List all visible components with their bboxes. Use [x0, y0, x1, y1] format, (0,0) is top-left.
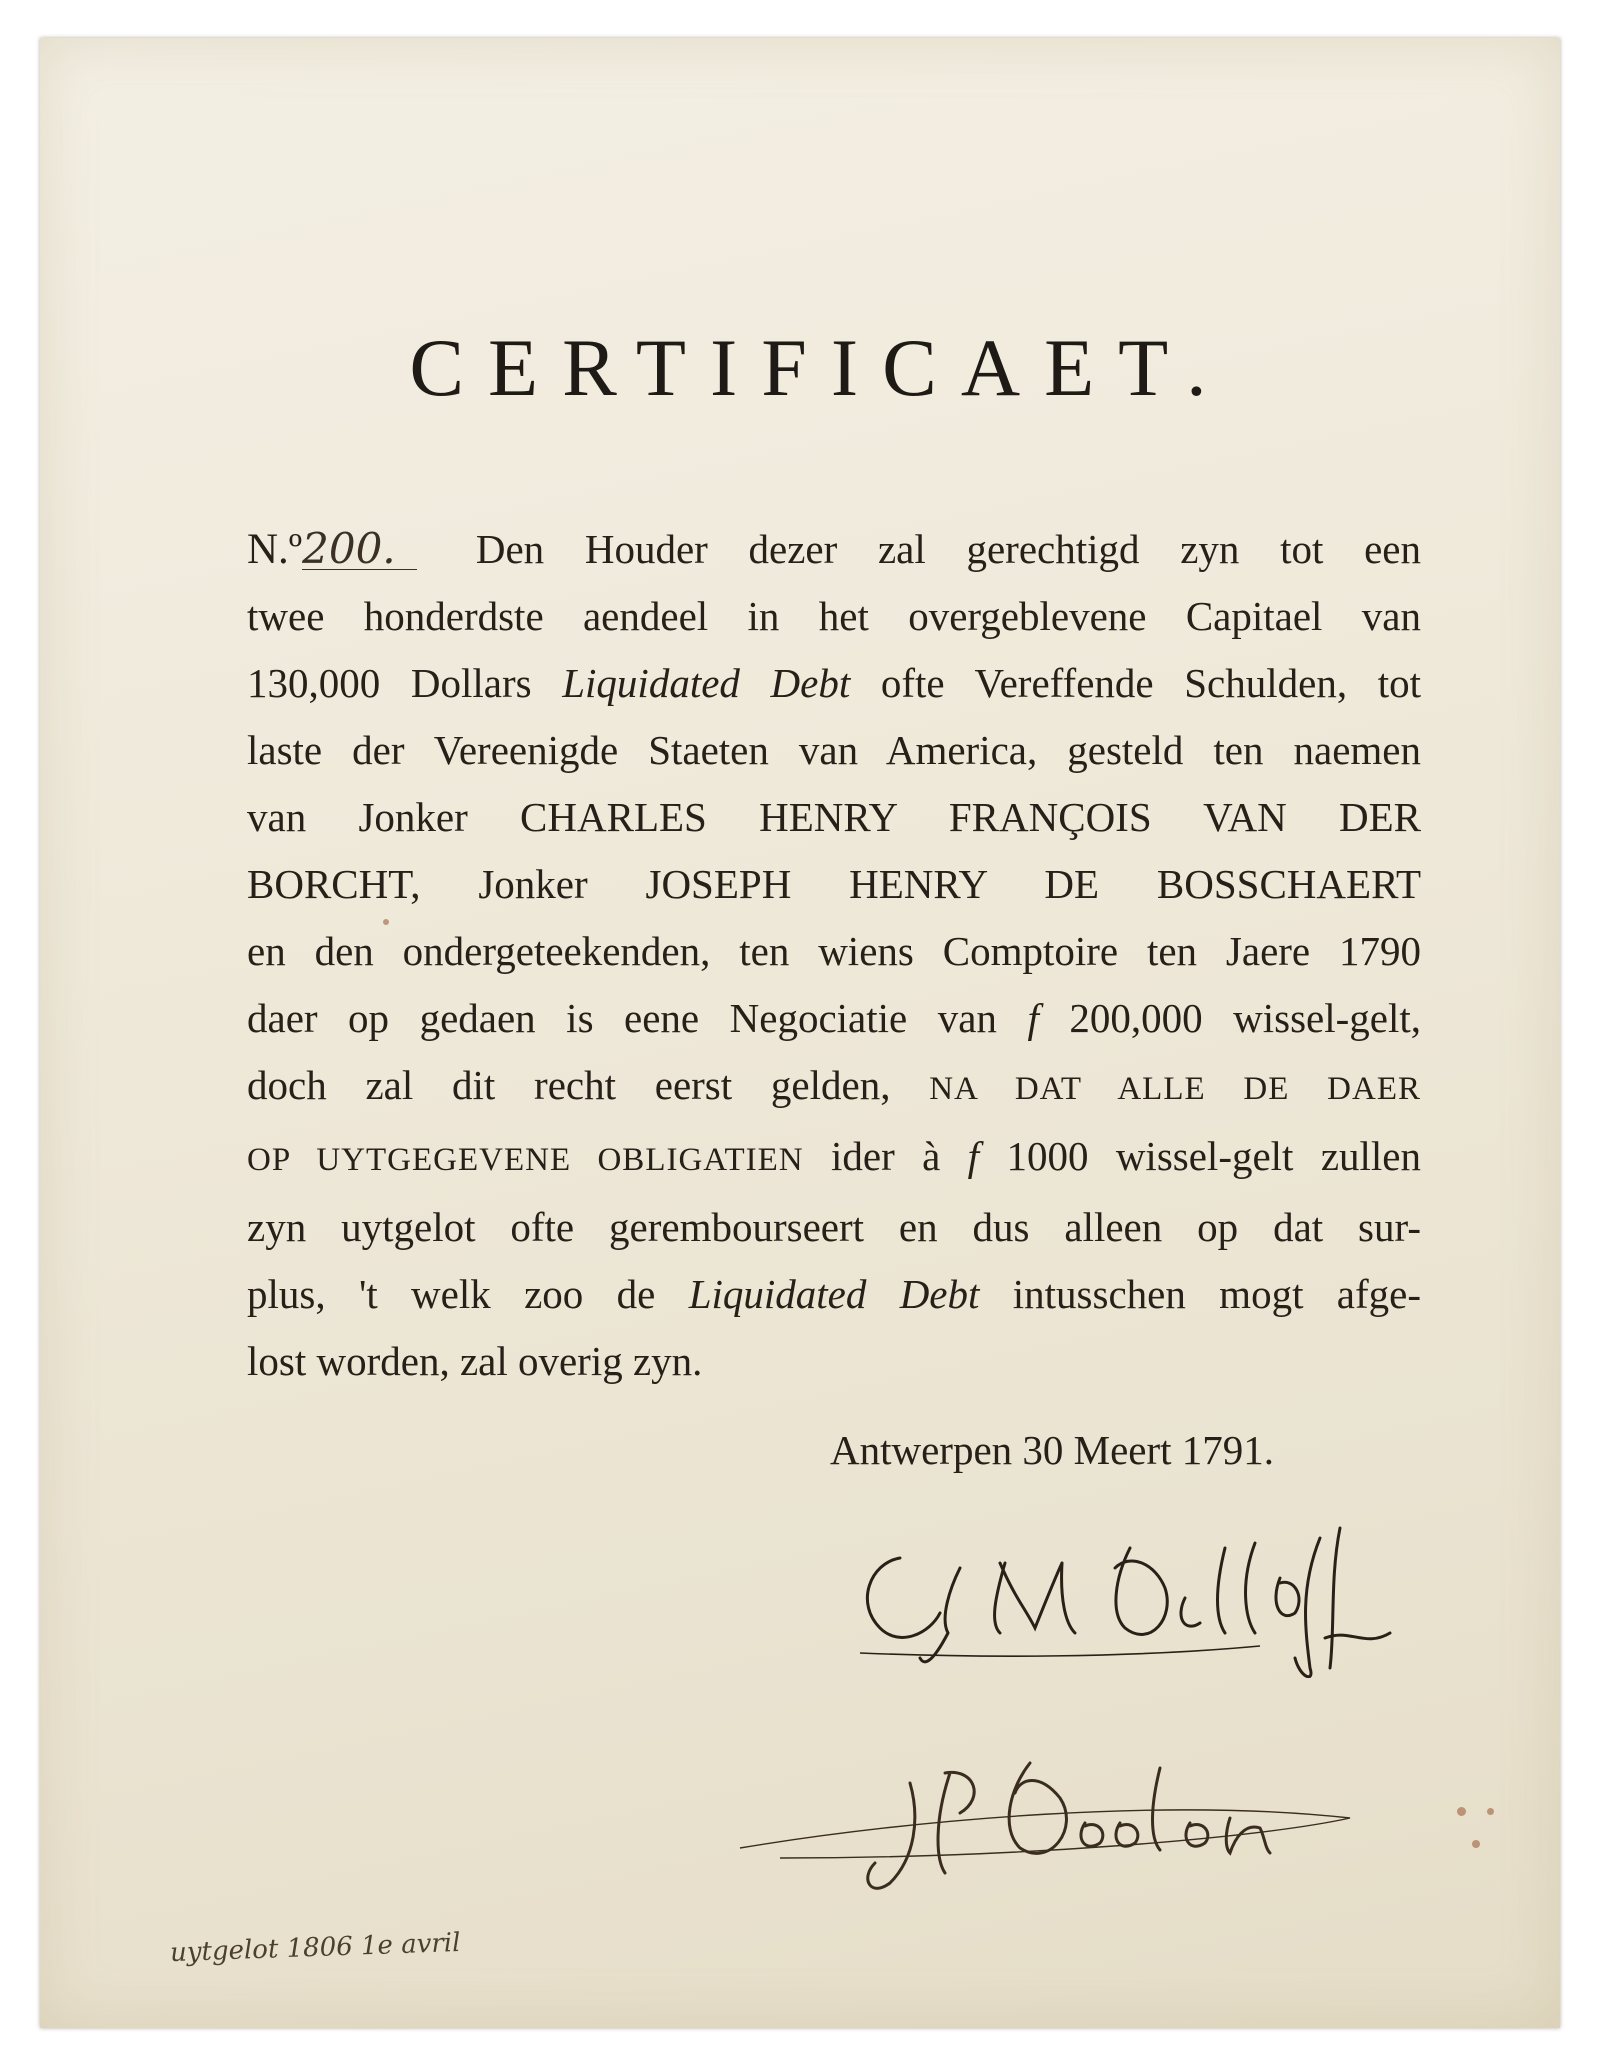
body-line-3 [247, 650, 1421, 717]
place-date: Antwerpen 30 Meert 1791. [830, 1427, 1275, 1473]
body-segment: 1000 wissel-gelt zullen [979, 1133, 1421, 1179]
body-segment: laste der Vereenigde Staeten van America, gesteld ten naemen [247, 727, 1421, 773]
document-title: CERTIFICAET. [409, 322, 1231, 413]
foxing-stain [1457, 1807, 1466, 1816]
body-line-7 [247, 918, 1421, 985]
body-segment: BORCHT, Jonker JOSEPH HENRY DE BOSSCHAERT [247, 861, 1421, 907]
body-segment: 130,000 Dollars [247, 660, 563, 706]
handwritten-number: 200. [302, 529, 417, 570]
number-prefix: N.º [247, 526, 303, 573]
body-segment: en den ondergeteekenden, ten wiens Comptoire ten Jaere 1790 [247, 928, 1421, 974]
body-segment: ider à [803, 1133, 968, 1179]
body-segment: van Jonker CHARLES HENRY FRANÇOIS VAN DER [247, 794, 1421, 840]
signature-deelen [720, 1728, 1370, 1908]
body-line-12 [247, 1261, 1421, 1328]
body-line-1 [247, 516, 1421, 583]
body-segment: f [967, 1133, 980, 1179]
foxing-stain [1472, 1840, 1480, 1848]
body-segment: Liquidated Debt [688, 1271, 980, 1317]
body-line-4 [247, 717, 1421, 784]
body-line-11 [247, 1194, 1421, 1261]
body-segment: plus, 't welk zoo de [247, 1271, 689, 1317]
certificate-paper [40, 38, 1560, 2028]
body-segment: f [1027, 995, 1039, 1041]
body-line-13 [247, 1328, 1421, 1395]
body-segment: daer op gedaen is eene Negociatie van [247, 995, 1028, 1041]
body-segment: NA DAT ALLE DE DAER [929, 1071, 1422, 1107]
body-segment: 200,000 wissel-gelt, [1038, 995, 1421, 1041]
body-segment: intusschen mogt afge- [979, 1271, 1422, 1317]
handwritten-note: uytgelot 1806 1e avril [169, 1927, 461, 1969]
body-line-1-text: Den Houder dezer zal gerechtigd zyn tot een [475, 526, 1421, 572]
signature-dewolf [830, 1508, 1430, 1678]
body-segment: Liquidated Debt [562, 660, 851, 706]
body-segment: twee honderdste aendeel in het overgeblevene Capitael van [247, 593, 1421, 639]
certificate-body [247, 516, 1421, 1395]
body-line-5 [247, 784, 1421, 851]
body-lines [247, 583, 1421, 1395]
body-segment: ofte Vereffende Schulden, tot [850, 660, 1422, 706]
body-line-8 [247, 985, 1421, 1052]
body-segment: OP UYTGEGEVENE OBLIGATIEN [247, 1142, 804, 1178]
foxing-stain [383, 919, 389, 925]
body-segment: zyn uytgelot ofte gerembourseert en dus alleen op dat sur- [247, 1204, 1421, 1250]
body-line-10 [247, 1123, 1421, 1194]
body-segment: doch zal dit recht eerst gelden, [247, 1062, 930, 1108]
foxing-stain [1487, 1808, 1494, 1815]
body-line-9 [247, 1052, 1421, 1123]
body-line-2 [247, 583, 1421, 650]
body-line-6 [247, 851, 1421, 918]
body-segment: lost worden, zal overig zyn. [247, 1338, 703, 1384]
